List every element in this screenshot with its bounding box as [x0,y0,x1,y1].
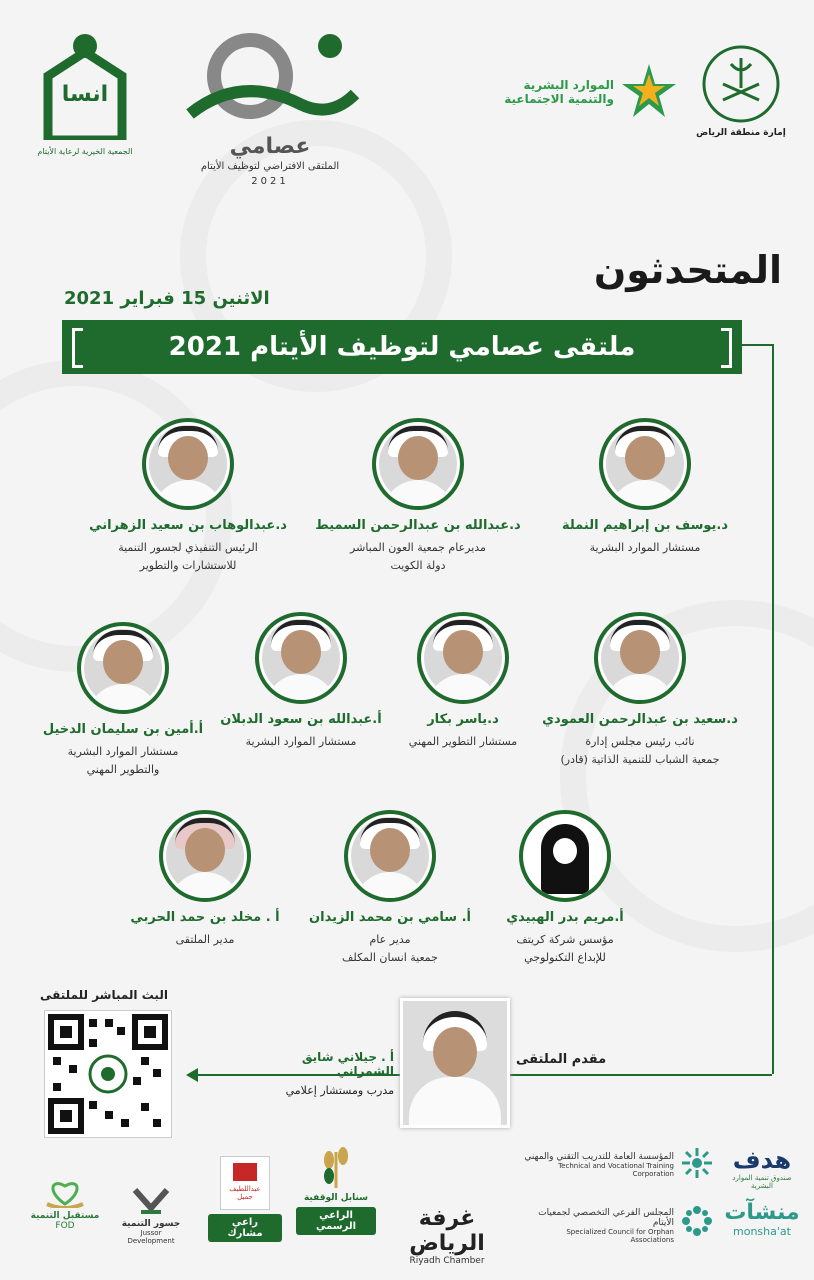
hadaf-caption: صندوق تنمية الموارد البشرية [732,1174,792,1190]
speaker-photo [77,622,169,714]
speaker-role: والتطوير المهني [86,763,160,776]
speaker-card [8,622,238,779]
host-label: مقدم الملتقى [516,1052,607,1067]
mustaqbal-logo [30,1176,100,1231]
speaker-photo [519,810,611,902]
monshaat-name: منشآت [724,1200,800,1225]
tvtc-en: Technical and Vocational Training Corporation [558,1162,674,1178]
speaker-role: مستشار الموارد البشرية [589,541,701,554]
arrow-left-icon [186,1068,198,1082]
emblem-icon [701,44,781,124]
esami-mark: عصامي [229,134,311,159]
emirate-caption: إمارة منطقة الرياض [696,128,786,138]
insan-caption: الجمعية الخيرية لرعاية الأيتام [37,147,133,156]
ministry-line2: والتنمية الاجتماعية [504,92,614,106]
participant-sponsor [208,1156,282,1242]
speaker-role: جمعية انسان المكلف [342,951,438,964]
speaker-photo [372,418,464,510]
gear-icon [180,24,360,134]
speaker-role: دولة الكويت [390,559,446,572]
tvtc-logo [524,1146,714,1180]
riyadh-name: غرفة الرياض [409,1206,485,1256]
speaker-role: مستشار الموارد البشرية [245,735,357,748]
qr-icon [45,1011,171,1137]
jusoor-logo [116,1186,186,1245]
speaker-photo [594,612,686,704]
official-name: سنابل الوقفية [303,1193,369,1203]
speaker-role: مؤسس شركة كريتف [516,933,614,946]
ministry-logo [486,62,686,106]
mustaqbal-en: FOD [55,1221,75,1231]
esami-caption: الملتقى الافتراضي لتوظيف الأيتام [200,161,340,172]
speaker-role: مدير عام [369,933,411,946]
speaker-photo [255,612,347,704]
council-logo [524,1204,714,1244]
esami-logo [170,24,370,187]
speaker-name: أ . مخلد بن حمد الحربي [130,910,280,925]
speaker-photo [344,810,436,902]
dots-icon [680,1204,714,1238]
hadaf-logo [722,1146,802,1190]
speaker-name: د.ياسر بكار [427,712,499,727]
speaker-photo [159,810,251,902]
esami-year: 2021 [251,176,289,187]
speaker-role: للإبداع التكنولوجي [524,951,606,964]
host-role: مدرب ومستشار إعلامي [285,1084,394,1097]
participant-logo [220,1156,270,1210]
speaker-card [303,418,533,575]
connector-line [772,344,774,1074]
jusoor-en: Jussor Development [127,1229,175,1245]
hadaf-name: هدف [732,1146,792,1174]
speaker-role: مستشار التطوير المهني [408,735,518,748]
speaker-name: أ.أمين بن سليمان الدخيل [42,722,204,737]
speaker-card [90,810,320,949]
participant-tag: راعي مشارك [208,1214,282,1242]
wheat-icon [311,1142,361,1190]
council-en: Specialized Council for Orphan Associations [566,1228,674,1244]
starburst-icon [680,1146,714,1180]
speaker-name: د.عبدالله بن عبدالرحمن السميط [315,518,521,533]
heart-hands-icon [43,1176,87,1208]
speaker-role: الرئيس التنفيذي لجسور التنمية [118,541,258,554]
host-photo [400,998,510,1128]
official-tag: الراعي الرسمي [296,1207,376,1235]
insan-mark: انسا [61,82,109,107]
speaker-photo [599,418,691,510]
speaker-name: أ. سامي بن محمد الزيدان [309,910,471,925]
star-icon [620,62,678,120]
event-date: الاثنين 15 فبراير 2021 [64,288,270,309]
speaker-name: أ.عبدالله بن سعود الدبلان [220,712,382,727]
speaker-role: للاستشارات والتطوير [139,559,237,572]
emirate-logo [696,44,786,138]
live-label: البث المباشر للملتقى [40,988,168,1002]
qr-code[interactable] [44,1010,172,1138]
speaker-photo [417,612,509,704]
speaker-name: د.عبدالوهاب بن سعيد الزهراني [89,518,287,533]
connector-line [742,344,772,346]
banner-title: ملتقى عصامي لتوظيف الأيتام 2021 [168,332,636,362]
banner-notch [721,328,732,368]
speaker-name: د.سعيد بن عبدالرحمن العمودي [542,712,738,727]
host-name: أ . جيلاني شايق الشمراني [301,1050,394,1078]
speaker-card [530,418,760,557]
participant-name: عبداللطيف جميل [229,1185,261,1201]
speaker-name: أ.مريم بدر الهبيدي [506,910,624,925]
tvtc-name: المؤسسة العامة للتدريب التقني والمهني [524,1152,674,1162]
official-sponsor [296,1142,376,1235]
speaker-name: د.يوسف بن إبراهيم النملة [561,518,728,533]
council-name: المجلس الفرعي التخصصي لجمعيات الأيتام [538,1208,674,1228]
riyadh-chamber-logo [392,1206,502,1266]
monshaat-en: monsha'at [733,1225,791,1238]
speaker-photo [142,418,234,510]
mustaqbal-name: مستقبل التنمية [30,1211,100,1221]
event-banner [62,320,742,374]
ministry-line1: الموارد البشرية [523,78,614,92]
chevron-icon [131,1186,171,1216]
speaker-role: جمعية الشباب للتنمية الذاتية (قادر) [560,753,720,766]
speaker-role: مستشار الموارد البشرية [67,745,179,758]
jusoor-name: جسور التنمية [121,1219,181,1229]
monshaat-logo [722,1200,802,1238]
connector-line [504,1074,772,1076]
speaker-card [73,418,303,575]
riyadh-en: Riyadh Chamber [409,1256,485,1266]
insan-logo [30,30,140,156]
speaker-role: مديرعام جمعية العون المباشر [350,541,486,554]
banner-notch [72,328,83,368]
speaker-role: مدير الملتقى [175,933,235,946]
section-title: المتحدثون [593,248,782,292]
speaker-role: نائب رئيس مجلس إدارة [585,735,695,748]
